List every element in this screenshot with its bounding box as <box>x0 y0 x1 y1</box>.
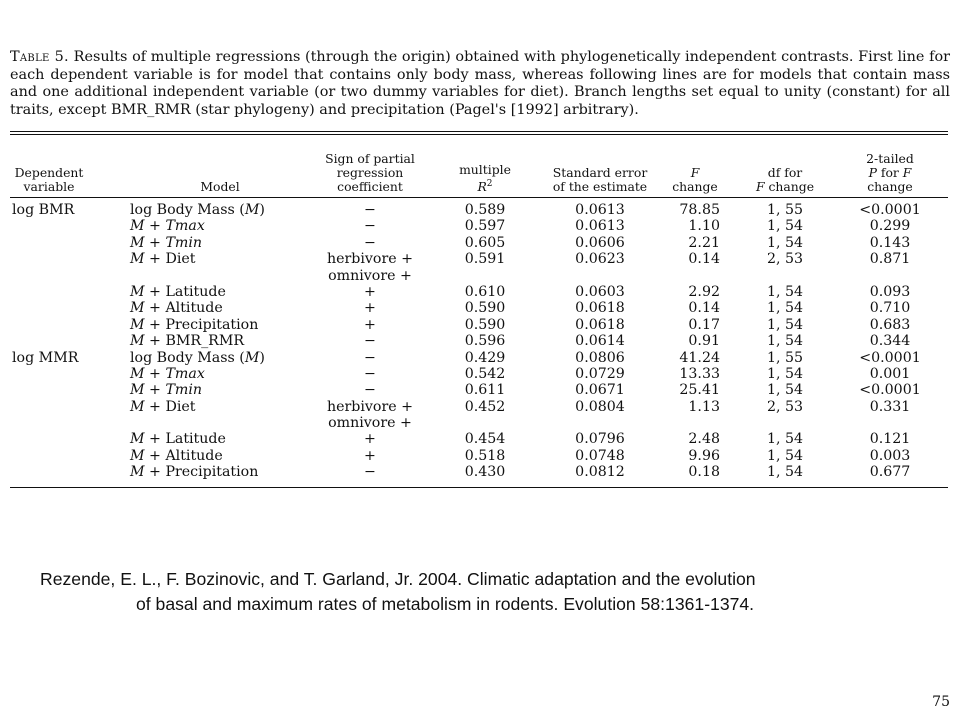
cell-se: 0.0748 <box>575 447 625 464</box>
cell-p: 0.677 <box>869 464 911 481</box>
cell-f: 2.92 <box>688 283 720 300</box>
cell-f: 0.18 <box>688 464 720 481</box>
results-table <box>10 131 948 488</box>
table-body <box>10 198 948 481</box>
cell-se: 0.0812 <box>575 464 625 481</box>
cell-se: 0.0729 <box>575 365 625 382</box>
table-row <box>10 464 948 480</box>
cell-r2: 0.590 <box>464 316 506 333</box>
header-multiple-r2: multiple $R^2$ <box>459 161 511 194</box>
cell-df: 1, 54 <box>766 283 804 300</box>
table-row <box>10 284 948 300</box>
cell-r2: 0.611 <box>464 382 506 399</box>
citation <box>40 567 920 617</box>
cell-f: 0.17 <box>688 316 720 333</box>
cell-sign: − <box>364 382 376 399</box>
cell-r2: 0.610 <box>464 283 506 300</box>
header-model: Model <box>200 179 240 194</box>
cell-model: M + Diet <box>130 251 196 268</box>
cell-r2: 0.429 <box>464 349 506 366</box>
cell-se: 0.0613 <box>575 218 625 235</box>
cell-r2: 0.454 <box>464 431 506 448</box>
cell-df: 2, 53 <box>766 251 804 268</box>
header-f-change: F change <box>672 165 718 194</box>
caption-text: Results of multiple regressions (through the origin) obtained with phylogenetically independent contrasts. First line for each dependent variable is for model that contains only body mass, whereas following lines are for models that contain mass and one additional independent variable (or two dummy variables for diet). Branch lengths set equal to unity (constant) for all traits, except BMR_RMR (star phylogeny) and precipitation (Pagel's [1992] arbitrary). <box>10 49 950 118</box>
cell-r2: 0.605 <box>464 234 506 251</box>
cell-f: 41.24 <box>679 349 720 366</box>
cell-df: 2, 53 <box>766 398 804 415</box>
citation-line-2: of basal and maximum rates of metabolism in rodents. Evolution 58:1361-1374. <box>136 594 755 614</box>
table-label: Table 5. <box>10 49 69 65</box>
cell-sign: − <box>364 218 376 235</box>
cell-model: M + BMR_RMR <box>130 333 245 350</box>
header-dependent-variable: Dependent variable <box>14 165 84 194</box>
table-row <box>10 366 948 382</box>
cell-sign: + <box>364 316 376 333</box>
cell-f: 1.13 <box>688 398 720 415</box>
cell-model: M + Precipitation <box>130 316 259 333</box>
table-row <box>10 235 948 251</box>
cell-se: 0.0606 <box>575 234 625 251</box>
table-row <box>10 202 948 218</box>
cell-df: 1, 54 <box>766 464 804 481</box>
cell-se: 0.0806 <box>575 349 625 366</box>
table-row <box>10 333 948 349</box>
cell-p: <0.0001 <box>859 349 921 366</box>
cell-model: M + Tmax <box>130 365 205 382</box>
cell-se: 0.0614 <box>575 333 625 350</box>
cell-se: 0.0671 <box>575 382 625 399</box>
cell-f: 0.91 <box>688 333 720 350</box>
cell-df: 1, 54 <box>766 234 804 251</box>
cell-se: 0.0618 <box>575 316 625 333</box>
table-row <box>10 399 948 415</box>
cell-p: 0.143 <box>869 234 911 251</box>
cell-sign: − <box>364 234 376 251</box>
cell-p: 0.001 <box>869 365 911 382</box>
cell-model: M + Tmax <box>130 218 205 235</box>
cell-model: M + Tmin <box>130 234 203 251</box>
cell-model: M + Precipitation <box>130 464 259 481</box>
cell-r2: 0.589 <box>464 202 506 218</box>
cell-p: 0.121 <box>869 431 911 448</box>
cell-f: 13.33 <box>679 365 720 382</box>
cell-sign: − <box>364 333 376 350</box>
cell-df: 1, 55 <box>766 349 804 366</box>
table-row <box>10 251 948 267</box>
cell-se: 0.0603 <box>575 283 625 300</box>
cell-df: 1, 54 <box>766 365 804 382</box>
header-df: df for F change <box>755 165 815 194</box>
cell-p: 0.093 <box>869 283 911 300</box>
cell-r2: 0.597 <box>464 218 506 235</box>
cell-r2: 0.452 <box>464 398 506 415</box>
cell-p: 0.299 <box>869 218 911 235</box>
cell-model: M + Diet <box>130 398 196 415</box>
cell-sign: − <box>364 349 376 366</box>
cell-f: 78.85 <box>679 202 720 218</box>
cell-sign: omnivore + <box>328 415 412 432</box>
table-row <box>10 350 948 366</box>
table-header <box>10 135 948 197</box>
cell-se: 0.0804 <box>575 398 625 415</box>
cell-r2: 0.430 <box>464 464 506 481</box>
cell-model: log Body Mass (M) <box>130 349 265 366</box>
cell-model: M + Tmin <box>130 382 203 399</box>
table-row <box>10 431 948 447</box>
cell-se: 0.0613 <box>575 202 625 218</box>
cell-dep: log MMR <box>12 349 79 366</box>
cell-p: 0.710 <box>869 300 911 317</box>
cell-df: 1, 54 <box>766 300 804 317</box>
table-caption <box>10 49 950 119</box>
cell-f: 2.21 <box>688 234 720 251</box>
cell-r2: 0.596 <box>464 333 506 350</box>
table-row <box>10 448 948 464</box>
cell-p: <0.0001 <box>859 382 921 399</box>
table-row <box>10 268 948 284</box>
cell-f: 2.48 <box>688 431 720 448</box>
cell-df: 1, 54 <box>766 382 804 399</box>
cell-model: M + Latitude <box>130 283 226 300</box>
cell-f: 25.41 <box>679 382 720 399</box>
table-row <box>10 218 948 234</box>
cell-df: 1, 55 <box>766 202 804 218</box>
cell-r2: 0.590 <box>464 300 506 317</box>
cell-sign: herbivore + <box>326 398 414 415</box>
cell-sign: + <box>364 283 376 300</box>
cell-model: M + Latitude <box>130 431 226 448</box>
cell-sign: − <box>364 464 376 481</box>
cell-se: 0.0618 <box>575 300 625 317</box>
table-row <box>10 415 948 431</box>
citation-line-1: Rezende, E. L., F. Bozinovic, and T. Garland, Jr. 2004. Climatic adaptation and the evolution <box>40 569 756 589</box>
cell-p: 0.331 <box>869 398 911 415</box>
cell-sign: − <box>364 365 376 382</box>
cell-df: 1, 54 <box>766 316 804 333</box>
cell-sign: omnivore + <box>328 267 412 284</box>
table-bottom-rule <box>10 487 948 488</box>
table-row <box>10 382 948 398</box>
cell-sign: herbivore + <box>326 251 414 268</box>
cell-p: 0.344 <box>869 333 911 350</box>
cell-model: M + Altitude <box>130 447 223 464</box>
cell-p: 0.683 <box>869 316 911 333</box>
cell-model: M + Altitude <box>130 300 223 317</box>
cell-df: 1, 54 <box>766 447 804 464</box>
table-top-rule <box>10 131 948 132</box>
cell-sign: + <box>364 300 376 317</box>
cell-p: 0.871 <box>869 251 911 268</box>
cell-f: 0.14 <box>688 300 720 317</box>
header-p: 2-tailed P for F change <box>866 151 914 194</box>
cell-p: 0.003 <box>869 447 911 464</box>
cell-r2: 0.542 <box>464 365 506 382</box>
cell-df: 1, 54 <box>766 333 804 350</box>
cell-r2: 0.518 <box>464 447 506 464</box>
cell-p: <0.0001 <box>859 202 921 218</box>
cell-df: 1, 54 <box>766 218 804 235</box>
cell-f: 9.96 <box>688 447 720 464</box>
cell-sign: + <box>364 447 376 464</box>
cell-df: 1, 54 <box>766 431 804 448</box>
cell-model: log Body Mass (M) <box>130 202 265 218</box>
cell-f: 0.14 <box>688 251 720 268</box>
cell-se: 0.0623 <box>575 251 625 268</box>
table-row <box>10 317 948 333</box>
cell-r2: 0.591 <box>464 251 506 268</box>
page-number: 75 <box>932 694 950 710</box>
table-row <box>10 300 948 316</box>
header-standard-error: Standard error of the estimate <box>552 165 648 194</box>
cell-dep: log BMR <box>12 202 75 218</box>
cell-f: 1.10 <box>688 218 720 235</box>
cell-sign: + <box>364 431 376 448</box>
cell-se: 0.0796 <box>575 431 625 448</box>
header-sign: Sign of partial regression coefficient <box>325 151 415 194</box>
cell-sign: − <box>364 202 376 218</box>
